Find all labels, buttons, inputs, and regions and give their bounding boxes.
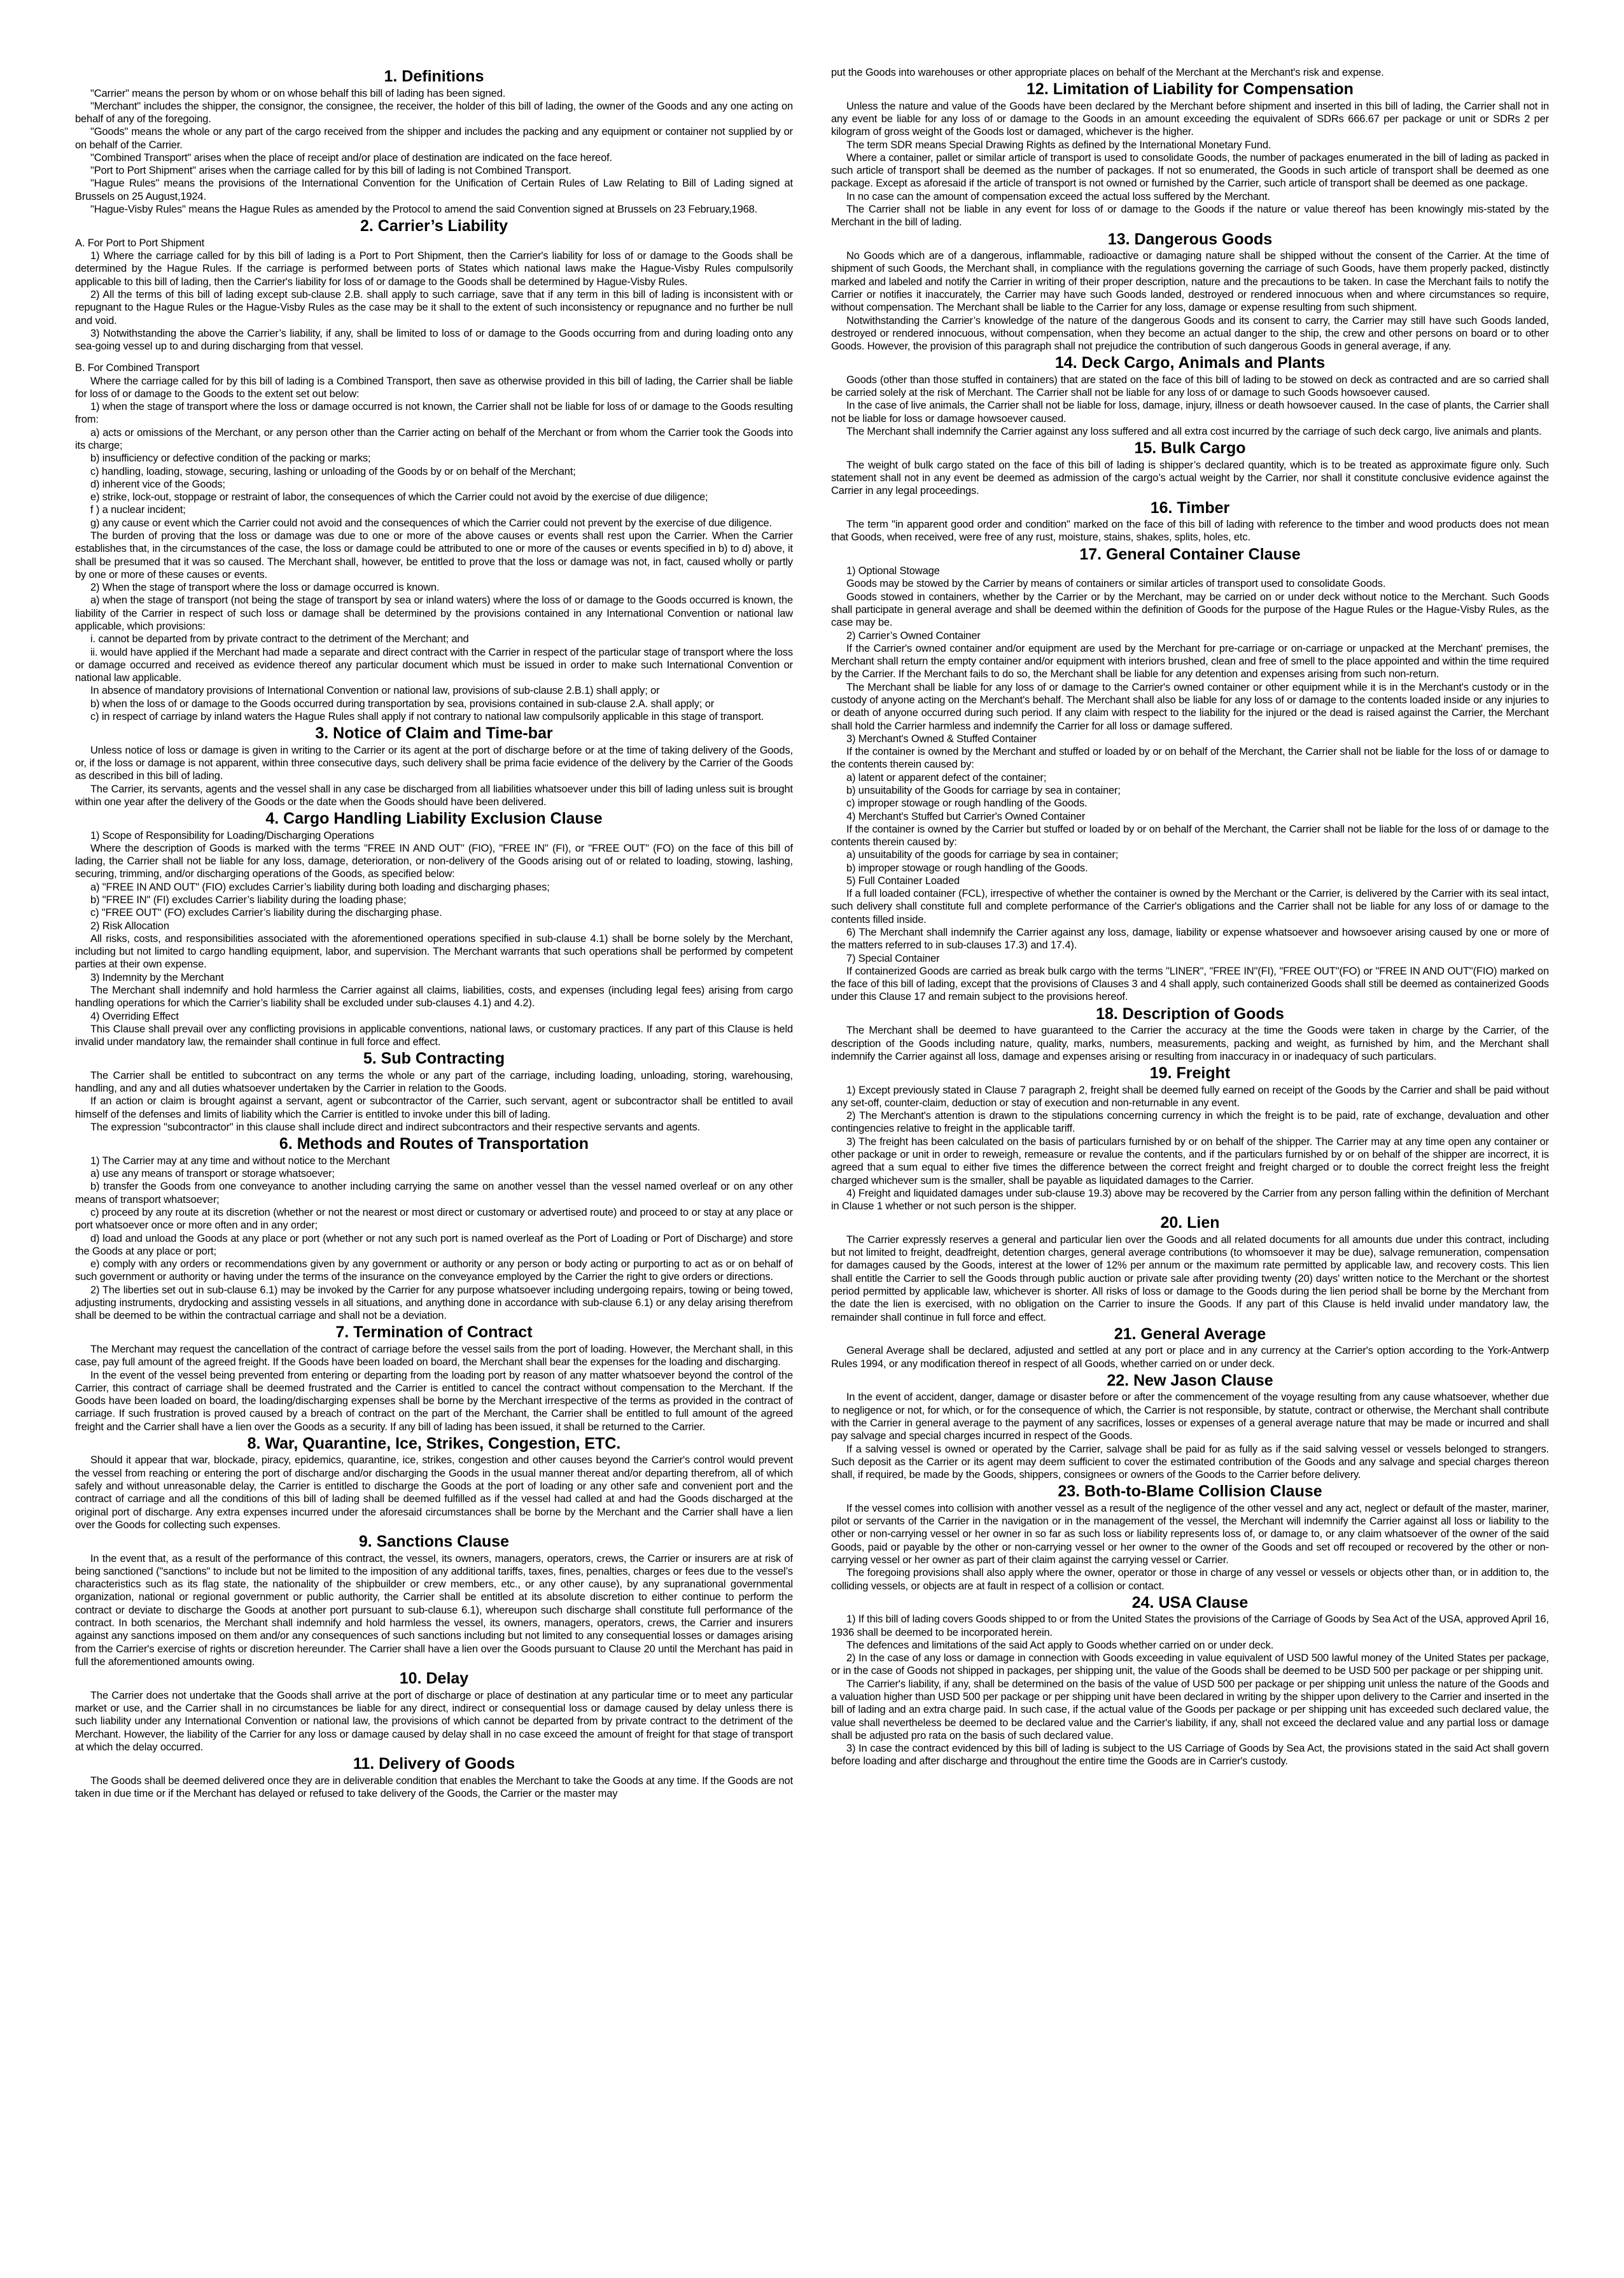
- clause-paragraph: Should it appear that war, blockade, piracy, epidemics, quarantine, ice, strikes, congestion and other causes beyond the Carrier's control would prevent the vessel from reaching or entering the port of discharge and/or discharging the Goods in the usual manner thereat and/or departing therefrom, all of which safely and without unreasonable delay, the Carrier is entitled to discharge the Goods at the port of loading or any other safe and convenient port and the contract of carriage and all the conditions of this bill of lading shall be deemed fulfilled as if the vessel had called at and had the Goods discharged at the original port of discharge. Any extra expenses incurred under the aforesaid circumstances shall be borne by the Merchant and the Carrier shall have a lien over the Goods for collecting such expenses.: [75, 1454, 793, 1531]
- clause-paragraph: 3) Merchant's Owned & Stuffed Container: [846, 733, 1037, 745]
- clause-paragraph: Where a container, pallet or similar article of transport is used to consolidate Goods, the number of packages enumerated in the bill of lading as packed in such article of transport shall be deemed as the number of packages. If not so enumerated, the Goods in such article of transport shall be deemed as one package. Except as aforesaid if the article of transport is not owned or furnished by the Carrier, such article of transport shall be deemed as one package.: [831, 151, 1549, 190]
- clause-paragraph: "Hague Rules" means the provisions of the International Convention for the Unification of Certain Rules of Law Relating to Bill of Lading signed at Brussels on 25 August,1924.: [75, 178, 793, 202]
- clause-paragraph: A. For Port to Port Shipment: [75, 237, 205, 249]
- clause-heading: 10. Delay: [399, 1670, 469, 1688]
- clause-paragraph: 5) Full Container Loaded: [846, 875, 960, 887]
- clause-paragraph: No Goods which are of a dangerous, inflammable, radioactive or damaging nature shall be shipped without the consent of the Carrier. At the time of shipment of such Goods, the Merchant shall, in compliance with the regulations governing the carriage of such Goods, have them properly packed, distinctly marked and labeled and notify the Carrier in writing of their proper description, nature and the precautions to be taken. In case the Merchant fails to notify the Carrier or notifies it inaccurately, the Carrier may have such Goods landed, destroyed or rendered innocuous when and where circumstances so require, without compensation. The Merchant shall be liable to the Carrier for any loss, damage or expense resulting from such shipment.: [831, 250, 1549, 314]
- clause-paragraph: "Goods" means the whole or any part of the cargo received from the shipper and includes the packing and any equipment or container not supplied by or on behalf of the Carrier.: [75, 126, 793, 151]
- clause-paragraph: The Carrier's liability, if any, shall be determined on the basis of the value of USD 500 per package or per shipping unit unless the nature of the Goods and a valuation higher than USD 500 per package or per shipping unit have been declared in writing by the shipper upon delivery to the Carrier and inserted in the bill of lading and an extra charge paid. In such case, if the actual value of the Goods per package or per shipping unit has exceeded such declared value, the value shall nevertheless be deemed to be declared value and the Carrier's liability, if any, shall not exceed the declared value and any partial loss or damage shall be adjusted pro rata on the basis of such declared value.: [831, 1678, 1549, 1741]
- clause-paragraph: 1) Scope of Responsibility for Loading/Discharging Operations: [90, 829, 374, 841]
- clause-paragraph: e) strike, lock-out, stoppage or restraint of labor, the consequences of which the Carrier could not avoid by the exercise of due diligence;: [90, 491, 708, 503]
- clause-heading: 23. Both-to-Blame Collision Clause: [1058, 1482, 1322, 1501]
- clause-heading: 24. USA Clause: [1131, 1593, 1249, 1612]
- clause-paragraph: All risks, costs, and responsibilities associated with the aforementioned operations specified in sub-clause 4.1) shall be borne solely by the Merchant, including but not limited to cargo handling equipment, labor, and supervision. The Merchant warrants that such operations shall be performed by competent parties at their own expense.: [75, 932, 793, 971]
- clause-paragraph: The Carrier does not undertake that the Goods shall arrive at the port of discharge or place of destination at any particular time or to meet any particular market or use, and the Carrier shall in no circumstances be liable for any direct, indirect or consequential loss or damage caused by delay unless there is such liability under any International Convention or national law, the provisions of which cannot be departed from by private contract to the detriment of the Merchant. However, the liability of the Carrier for any loss or damage caused by delay shall in no case exceed the amount of freight for that stage of transport at which the delay occurred.: [75, 1689, 793, 1753]
- clause-heading: 6. Methods and Routes of Transportation: [279, 1135, 589, 1153]
- clause-paragraph: The Merchant may request the cancellation of the contract of carriage before the vessel sails from the port of loading. However, the Merchant shall, in this case, pay full amount of the agreed freight. If the Goods have been loaded on board, the Merchant shall bear the expenses for the loading and discharging.: [75, 1343, 793, 1368]
- two-column-layout: [75, 66, 1549, 2240]
- clause-paragraph: If the vessel comes into collision with another vessel as a result of the negligence of the other vessel and any act, neglect or default of the master, mariner, pilot or servants of the Carrier in the navigation or in the management of the vessel, the Merchant will indemnify the Carrier against all loss or liability to the other or non-carrying vessel or her owner in so far as such loss or liability represents loss of, or damage to, or any claim whatsoever of the owner of the said Goods, paid or payable by the other or non-carrying vessel or her owner to the owner of the Goods and set off recouped or recovered by the other or non-carrying vessel or her owner as part of their claim against the carrying vessel or Carrier.: [831, 1502, 1549, 1566]
- clause-paragraph: The burden of proving that the loss or damage was due to one or more of the above causes or events shall rest upon the Carrier. When the Carrier establishes that, in the circumstances of the case, the loss or damage could be attributed to one or more of the causes or events specified in b) to d) above, it shall be presumed that it was so caused. The Merchant shall, however, be entitled to prove that the loss or damage was not, in fact, caused wholly or partly by one or more of these causes or events.: [75, 530, 793, 580]
- clause-paragraph: In no case can the amount of compensation exceed the actual loss suffered by the Merchant.: [846, 190, 1270, 202]
- clause-paragraph: f ) a nuclear incident;: [90, 504, 186, 516]
- clause-paragraph: a) unsuitability of the goods for carriage by sea in container;: [846, 849, 1119, 861]
- clause-paragraph: In the event of the vessel being prevented from entering or departing from the loading port by reason of any matter whatsoever beyond the control of the Carrier, this contract of carriage shall be deemed frustrated and the Carrier is entitled to cancel the contract without compensation to the Merchant. If the Goods have been loaded on board, the loading/discharging expenses shall be borne by the Merchant irrespective of the terms as provided in the contract of carriage. If such frustration is proved caused by a breach of contract on the part of the Merchant, the Carrier shall be entitled to full amount of the agreed freight and the Carrier shall have a lien over the Goods as a security. If any bill of lading has been issued, it shall be returned to the Carrier.: [75, 1369, 793, 1433]
- clause-paragraph: Goods may be stowed by the Carrier by means of containers or similar articles of transport used to consolidate Goods.: [846, 578, 1386, 590]
- clause-paragraph: 1) The Carrier may at any time and without notice to the Merchant: [90, 1155, 390, 1167]
- clause-paragraph: "Carrier" means the person by whom or on whose behalf this bill of lading has been signed.: [90, 87, 506, 99]
- clause-heading: 14. Deck Cargo, Animals and Plants: [1054, 354, 1326, 372]
- paragraph-spacer: [75, 353, 793, 362]
- clause-heading: 8. War, Quarantine, Ice, Strikes, Congestion, ETC.: [247, 1434, 621, 1452]
- clause-paragraph: If the Carrier's owned container and/or equipment are used by the Merchant for pre-carriage or on-carriage or unpacked at the Merchant' premises, the Merchant shall return the empty container and/or equipment with interiors brushed, clean and free of smell to the place appointed and within the time required by the Carrier. If the Merchant fails to do so, the Merchant shall be liable for any detention and expenses arising from such non-return.: [831, 642, 1549, 680]
- clause-paragraph: If the container is owned by the Carrier but stuffed or loaded by or on behalf of the Merchant, the Carrier shall not be liable for the loss of or damage to the contents therein caused by:: [831, 823, 1549, 848]
- clause-paragraph: The foregoing provisions shall also apply where the owner, operator or those in charge of any vessel or vessels or objects other than, or in addition to, the colliding vessels, or objects are at fault in respect of a collision or contact.: [831, 1567, 1549, 1592]
- clause-paragraph: The Carrier expressly reserves a general and particular lien over the Goods and all related documents for all amounts due under this contract, including but not limited to freight, deadfreight, detention charges, general average contributions (to whomsoever it may be due), salvage remuneration, compensation for damages caused by the Goods, interest at the lower of 12% per annum or the maximum rate permitted by applicable law, and recovery costs. This lien shall entitle the Carrier to sell the Goods through public auction or private sale after providing twenty (20) days' written notice to the Merchant or the shortest period permitted by applicable law, whichever is shorter. All risks of loss or damage to the Goods during the lien period shall be borne by the Merchant from the date the lien is exercised, with no obligation on the Carrier to insure the Goods. If any part of this Clause is held invalid under mandatory law, the remainder shall continue in full force and effect.: [831, 1234, 1549, 1323]
- clause-paragraph: a) latent or apparent defect of the container;: [846, 771, 1047, 784]
- clause-paragraph: In the event that, as a result of the performance of this contract, the vessel, its owners, managers, operators, crews, the Carrier or insurers are at risk of being sanctioned ("sanctions" to include but not be limited to the imposition of any additional tariffs, taxes, fines, penalties, charges or fees due to the vessel’s characteristics such as its flag state, the nationality of the shipbuilder or crew members, etc., or any other cause), by any supranational governmental organization, national or regional government or public authority, the Carrier shall be entitled at its absolute discretion to either continue to perform the contract or deviate to discharge the Goods at another port pursuant to sub-clause 6.1), whereupon such discharge shall constitute full performance of the contract. In both scenarios, the Merchant shall indemnify and hold harmless the vessel, its owners, managers, operators, crews, the Carrier and insurers against any sanctions imposed on them and/or any consequences of such sanctions including but not limited to any consequential losses or damages arising from the Carrier's exercise of rights or discretion hereunder. The Carrier shall have a lien over the Goods pursuant to Clause 20 until the Merchant has paid in full the aforementioned amounts owing.: [75, 1552, 793, 1668]
- clause-paragraph: a) acts or omissions of the Merchant, or any person other than the Carrier acting on behalf of the Merchant or from whom the Carrier took the Goods into its charge;: [75, 426, 793, 452]
- clause-paragraph: The Carrier shall not be liable in any event for loss of or damage to the Goods if the nature or value thereof has been knowingly mis-stated by the Merchant in the bill of lading.: [831, 204, 1549, 229]
- clause-paragraph: b) unsuitability of the Goods for carriage by sea in container;: [846, 784, 1121, 796]
- clause-heading: 20. Lien: [1160, 1214, 1220, 1232]
- clause-heading: 19. Freight: [1149, 1064, 1231, 1083]
- clause-paragraph: 2) Carrier’s Owned Container: [846, 629, 981, 642]
- clause-paragraph: "Merchant" includes the shipper, the consignor, the consignee, the receiver, the holder of this bill of lading, the owner of the Goods and any one acting on behalf of any of the foregoing.: [75, 100, 793, 125]
- clause-paragraph: The Goods shall be deemed delivered once they are in deliverable condition that enables the Merchant to take the Goods at any time. If the Goods are not taken in due time or if the Merchant has delayed or refused to take delivery of the Goods, the Carrier or the master may: [75, 1775, 793, 1799]
- clause-paragraph: 4) Merchant's Stuffed but Carrier's Owned Container: [846, 810, 1086, 822]
- clause-paragraph: The Carrier shall be entitled to subcontract on any terms the whole or any part of the carriage, including loading, unloading, storing, warehousing, handling, and any and all duties whatsoever undertaken by the Carrier in relation to the Goods.: [75, 1069, 793, 1095]
- clause-paragraph: 2) In the case of any loss or damage in connection with Goods exceeding in value equivalent of USD 500 lawful money of the United States per package, or in the case of Goods not shipped in packages, per shipping unit, the value of the Goods shall be deemed to be USD 500 per package or per shipping unit.: [831, 1652, 1549, 1677]
- clause-paragraph: The Merchant shall indemnify and hold harmless the Carrier against all claims, liabilities, costs, and expenses (including legal fees) arising from cargo handling operations for which the Carrier’s liability shall be excluded under sub-clauses 4.1) and 4.2).: [75, 985, 793, 1009]
- clause-paragraph: a) when the stage of transport (not being the stage of transport by sea or inland waters) where the loss of or damage to the Goods occurred is known, the liability of the Carrier in respect of such loss or damage shall be determined by the provisions contained in any International Convention or national law applicable, which provisions:: [75, 594, 793, 632]
- clause-paragraph: The Carrier, its servants, agents and the vessel shall in any case be discharged from all liabilities whatsoever under this bill of lading unless suit is brought within one year after the delivery of the Goods or the date when the Goods should have been delivered.: [75, 783, 793, 808]
- clause-paragraph: In the event of accident, danger, damage or disaster before or after the commencement of the voyage resulting from any cause whatsoever, whether due to negligence or not, for which, or for the consequence of which, the Carrier is not responsible, by statute, contract or otherwise, the Merchant shall contribute with the Carrier in general average to the payment of any sacrifices, losses or expenses of a general average nature that may be made or incurred and shall pay salvage and special charges incurred in respect of the Goods.: [831, 1391, 1549, 1442]
- clause-paragraph: a) "FREE IN AND OUT" (FIO) excludes Carrier’s liability during both loading and discharging phases;: [90, 881, 550, 893]
- clause-paragraph: B. For Combined Transport: [75, 362, 200, 374]
- clause-heading: 2. Carrier’s Liability: [360, 217, 508, 236]
- clause-heading: 1. Definitions: [384, 67, 484, 85]
- clause-paragraph: 3) Indemnity by the Merchant: [90, 971, 224, 983]
- clause-paragraph: 2) The Merchant's attention is drawn to the stipulations concerning currency in which the freight is to be paid, rate of exchange, devaluation and other contingencies relative to freight in the applicable tariff.: [831, 1110, 1549, 1135]
- clause-heading: 18. Description of Goods: [1096, 1004, 1284, 1023]
- right-column: [831, 66, 1549, 2240]
- clause-paragraph: b) insufficiency or defective condition of the packing or marks;: [90, 453, 371, 465]
- clause-heading: 17. General Container Clause: [1079, 545, 1301, 563]
- clause-paragraph: c) improper stowage or rough handling of the Goods.: [846, 798, 1088, 810]
- clause-paragraph: Goods (other than those stuffed in containers) that are stated on the face of this bill of lading to be stowed on deck as contracted and are so carried shall be carried solely at the risk of Merchant. The Carrier shall not be liable for any loss of or damage to such Goods howsoever caused.: [831, 374, 1549, 399]
- clause-paragraph: c) "FREE OUT" (FO) excludes Carrier’s liability during the discharging phase.: [90, 907, 442, 919]
- clause-paragraph: If a full loaded container (FCL), irrespective of whether the container is owned by the Merchant or the Carrier, is delivered by the Carrier with its seal intact, such delivery shall constitute full and complete performance of the Carrier's obligations and the Carrier shall not be liable for any loss of or damage to the contents filled inside.: [831, 888, 1549, 925]
- clause-heading: 21. General Average: [1114, 1325, 1266, 1343]
- clause-heading: 13. Dangerous Goods: [1107, 230, 1273, 248]
- clause-paragraph: The Merchant shall be liable for any loss of or damage to the Carrier's owned container or other equipment while it is in the Merchant's custody or in the custody of anyone acting on the Merchant's behalf. The Merchant shall also be liable for any loss of or damage to the contents loaded inside or any injuries to or death of anyone occurred during such period. If any claim with respect to the liability for the injured or the dead is raised against the Carrier, the Merchant shall hold the Carrier harmless and indemnify the Carrier for all loss or damage suffered.: [831, 681, 1549, 732]
- clause-paragraph: If containerized Goods are carried as break bulk cargo with the terms "LINER", "FREE IN"(FI), "FREE OUT"(FO) or "FREE IN AND OUT"(FIO) marked on the face of this bill of lading, except that the provisions of Clauses 3 and 4 shall apply, such containerized Goods shall still be deemed as containerized Goods under this Clause 17 and remain subject to the provisions hereof.: [831, 965, 1549, 1003]
- clause-paragraph: 2) All the terms of this bill of lading except sub-clause 2.B. shall apply to such carriage, save that if any term in this bill of lading is inconsistent with or repugnant to the Hague Rules or the Hague-Visby Rules as the case may be it shall to the extent of such inconsistency or repugnance and no further be null and void.: [75, 288, 793, 327]
- left-column: [75, 66, 793, 2240]
- clause-paragraph: Unless notice of loss or damage is given in writing to the Carrier or its agent at the port of discharge before or at the time of taking delivery of the Goods, or, if the loss or damage is not apparent, within three consecutive days, such delivery shall be prima facie evidence of the delivery by the Carrier of the Goods as described in this bill of lading.: [75, 744, 793, 782]
- clause-heading: 22. New Jason Clause: [1107, 1371, 1273, 1389]
- clause-paragraph: 3) Notwithstanding the above the Carrier’s liability, if any, shall be limited to loss of or damage to the Goods occurring from and during loading onto any sea-going vessel up to and during discharging from that vessel.: [75, 327, 793, 353]
- clause-heading: 12. Limitation of Liability for Compensation: [1026, 80, 1354, 99]
- clause-paragraph: 3) In case the contract evidenced by this bill of lading is subject to the US Carriage of Goods by Sea Act, the provisions stated in the said Act shall govern before loading and after discharge and throughout the entire time the Goods are in Carrier's custody.: [831, 1743, 1549, 1768]
- clause-paragraph: If a salving vessel is owned or operated by the Carrier, salvage shall be paid for as fully as if the said salving vessel or vessels belonged to strangers. Such deposit as the Carrier or its agent may deem sufficient to cover the estimated contribution of the Goods and any salvage and special charges thereon shall, if required, be made by the Goods, shippers, consignees or owners of the Goods to the Carrier before delivery.: [831, 1443, 1549, 1481]
- clause-paragraph: Unless the nature and value of the Goods have been declared by the Merchant before shipment and inserted in this bill of lading, the Carrier shall not in any event be liable for any loss of or damage to the Goods in an amount exceeding the equivalent of SDRs 666.67 per package or unit or SDRs 2 per kilogram of gross weight of the Goods lost or damaged, whichever is the higher.: [831, 100, 1549, 138]
- clause-paragraph: If an action or claim is brought against a servant, agent or subcontractor of the Carrier, such servant, agent or subcontractor shall be entitled to avail himself of the defenses and limits of liability which the Carrier is entitled to invoke under this bill of lading.: [75, 1095, 793, 1120]
- clause-paragraph: 1) when the stage of transport where the loss or damage occurred is not known, the Carrier shall not be liable for loss of or damage to the Goods resulting from:: [75, 401, 793, 426]
- clause-paragraph: c) proceed by any route at its discretion (whether or not the nearest or most direct or customary or advertised route) and proceed to or stay at any place or port whatsoever once or more often and in any order;: [75, 1206, 793, 1232]
- clause-paragraph: 1) Where the carriage called for by this bill of lading is a Port to Port Shipment, then the Carrier's liability for loss of or damage to the Goods shall be determined by the Hague Rules. If the carriage is performed between ports of States which national laws make the Hague-Visby Rules compulsorily applicable to this bill of lading, then the Carrier's liability for loss of or damage to the Goods shall be determined by Hague-Visby Rules.: [75, 250, 793, 288]
- clause-paragraph: The weight of bulk cargo stated on the face of this bill of lading is shipper’s declared quantity, which is to be treated as approximate figure only. Such statement shall not in any event be deemed as admission of the cargo’s actual weight by the Carrier, nor shall it constitute conclusive evidence against the Carrier in any legal proceedings.: [831, 459, 1549, 497]
- clause-paragraph: In the case of live animals, the Carrier shall not be liable for loss, damage, injury, illness or death howsoever caused. In the case of plants, the Carrier shall not be liable for loss or damage howsoever caused.: [831, 400, 1549, 425]
- clause-paragraph: d) load and unload the Goods at any place or port (whether or not any such port is named overleaf as the Port of Loading or Port of Discharge) and store the Goods at any place or port;: [75, 1232, 793, 1257]
- clause-paragraph: Goods stowed in containers, whether by the Carrier or by the Merchant, may be carried on or under deck without notice to the Merchant. Such Goods shall participate in general average and shall be deemed within the definition of Goods for the purpose of the Hague Rules or the Hague-Visby Rules, as the case may be.: [831, 591, 1549, 629]
- clause-paragraph: 7) Special Container: [846, 952, 940, 964]
- clause-heading: 3. Notice of Claim and Time-bar: [315, 724, 553, 743]
- clause-paragraph: g) any cause or event which the Carrier could not avoid and the consequences of which the Carrier could not prevent by the exercise of due diligence.: [90, 517, 772, 529]
- clause-paragraph: "Port to Port Shipment" arises when the carriage called for by this bill of lading is not Combined Transport.: [90, 165, 571, 177]
- clause-paragraph: The Merchant shall indemnify the Carrier against any loss suffered and all extra cost incurred by the carriage of such deck cargo, live animals and plants.: [846, 425, 1542, 437]
- clause-paragraph: Notwithstanding the Carrier’s knowledge of the nature of the dangerous Goods and its consent to carry, the Carrier may still have such Goods landed, destroyed or rendered innocuous, without compensation, when they become an actual danger to the ship, the crew and other persons on board or to other Goods. However, the provision of this paragraph shall not prejudice the contribution of such dangerous Goods in general average, if any.: [831, 314, 1549, 353]
- clause-heading: 16. Timber: [1150, 498, 1230, 517]
- clause-paragraph: b) improper stowage or rough handling of the Goods.: [846, 862, 1088, 874]
- clause-paragraph: 2) When the stage of transport where the loss or damage occurred is known.: [90, 582, 440, 594]
- clause-paragraph: b) when the loss of or damage to the Goods occurred during transportation by sea, provisions contained in sub-clause 2.A. shall apply; or: [90, 698, 715, 710]
- clause-paragraph: a) use any means of transport or storage whatsoever;: [90, 1168, 335, 1180]
- clause-paragraph: The defences and limitations of the said Act apply to Goods whether carried on or under deck.: [846, 1639, 1274, 1651]
- clause-paragraph: c) in respect of carriage by inland waters the Hague Rules shall apply if not contrary to national law compulsorily applicable in this stage of transport.: [90, 710, 764, 722]
- clause-paragraph: Where the carriage called for by this bill of lading is a Combined Transport, then save as otherwise provided in this bill of lading, the Carrier shall be liable for loss of or damage to the Goods to the extent set out below:: [75, 375, 793, 400]
- clause-paragraph: 2) The liberties set out in sub-clause 6.1) may be invoked by the Carrier for any purpose whatsoever including undergoing repairs, towing or being towed, adjusting instruments, drydocking and assisting vessels in all situations, and anything done in accordance with sub-clause 6.1) or any delay arising therefrom shall be deemed to be within the contractual carriage and shall not be a deviation.: [75, 1284, 793, 1322]
- clause-paragraph: 3) The freight has been calculated on the basis of particulars furnished by or on behalf of the shipper. The Carrier may at any time open any container or other package or unit in order to reweigh, remeasure or revalue the contents, and if the particulars furnished by or on behalf of the shipper are incorrect, it is agreed that a sum equal to either five times the difference between the correct freight and freight charged or to double the correct freight less the freight charged whichever sum is the smaller, shall be payable as liquidated damages to the Carrier.: [831, 1135, 1549, 1186]
- clause-paragraph: e) comply with any orders or recommendations given by any government or authority or any person or body acting or purporting to act as or on behalf of such government or authority or having under the terms of the insurance on the conveyance employed by the Carrier the right to give orders or directions.: [75, 1258, 793, 1283]
- clause-paragraph: ii. would have applied if the Merchant had made a separate and direct contract with the Carrier in respect of the particular stage of transport where the loss or damage occurred and received as evidence thereof any particular document which must be issued in order to make such International Convention or national law applicable.: [75, 646, 793, 684]
- clause-paragraph: 4) Freight and liquidated damages under sub-clause 19.3) above may be recovered by the Carrier from any person falling within the definition of Merchant in Clause 1 whether or not such person is the shipper.: [831, 1187, 1549, 1213]
- clause-paragraph: This Clause shall prevail over any conflicting provisions in applicable conventions, national laws, or customary practices. If any part of this Clause is held invalid under mandatory law, the remainder shall continue in full force and effect.: [75, 1023, 793, 1048]
- clause-heading: 11. Delivery of Goods: [353, 1755, 515, 1773]
- clause-paragraph: The term SDR means Special Drawing Rights as defined by the International Monetary Fund.: [846, 139, 1271, 151]
- clause-paragraph: The term "in apparent good order and condition" marked on the face of this bill of lading with reference to the timber and wood products does not mean that Goods, when received, were free of any rust, moisture, stains, shakes, splits, holes, etc.: [831, 519, 1549, 544]
- clause-paragraph: 6) The Merchant shall indemnify the Carrier against any loss, damage, liability or expense whatsoever and howsoever arising caused by one or more of the matters referred to in sub-clauses 17.3) and 17.4).: [831, 927, 1549, 952]
- clause-paragraph: d) inherent vice of the Goods;: [90, 478, 225, 490]
- clause-paragraph: General Average shall be declared, adjusted and settled at any port or place and in any currency at the Carrier's option according to the York-Antwerp Rules 1994, or any modification thereof in respect of all Goods, whether carried on or under deck.: [831, 1345, 1549, 1370]
- clause-heading: 9. Sanctions Clause: [358, 1533, 510, 1551]
- clause-heading: 5. Sub Contracting: [363, 1050, 505, 1068]
- clause-paragraph: 1) Except previously stated in Clause 7 paragraph 2, freight shall be deemed fully earned on receipt of the Goods by the Carrier and shall be paid without any set-off, counter-claim, deduction or stay of execution and non-returnable in any event.: [831, 1084, 1549, 1109]
- clause-paragraph: 1) Optional Stowage: [846, 565, 940, 577]
- clause-paragraph: The Merchant shall be deemed to have guaranteed to the Carrier the accuracy at the time the Goods were taken in charge by the Carrier, of the description of the Goods including nature, quality, marks, numbers, measurements, packing and weight, as furnished by him, and the Merchant shall indemnify the Carrier against all loss, damage and expenses arising or resulting from inaccuracy in or inadequacy of such particulars.: [831, 1025, 1549, 1062]
- clause-paragraph: b) "FREE IN" (FI) excludes Carrier’s liability during the loading phase;: [90, 894, 407, 906]
- clause-paragraph: In absence of mandatory provisions of International Convention or national law, provisions of sub-clause 2.B.1) shall apply; or: [90, 685, 660, 697]
- clause-heading: 15. Bulk Cargo: [1134, 439, 1246, 458]
- clause-paragraph: i. cannot be departed from by private contract to the detriment of the Merchant; and: [90, 633, 469, 645]
- clause-heading: 4. Cargo Handling Liability Exclusion Clause: [265, 810, 603, 828]
- clause-paragraph: c) handling, loading, stowage, securing, lashing or unloading of the Goods by or on behalf of the Merchant;: [90, 465, 576, 477]
- clause-paragraph: b) transfer the Goods from one conveyance to another including carrying the same on another vessel than the vessel named overleaf or on any other means of transport whatsoever;: [75, 1181, 793, 1206]
- clause-paragraph: Where the description of Goods is marked with the terms "FREE IN AND OUT" (FIO), "FREE IN" (FI), or "FREE OUT" (FO) on the face of this bill of lading, the Carrier shall not be liable for any loss, damage, deterioration, or non-delivery of the Goods arising out of or related to loading, stowing, lashing, securing, trimming, and/or discharging operations of the Goods, as specified below:: [75, 842, 793, 880]
- clause-paragraph: 4) Overriding Effect: [90, 1010, 179, 1022]
- clause-paragraph: "Hague-Visby Rules" means the Hague Rules as amended by the Protocol to amend the said Convention signed at Brussels on 23 February,1968.: [90, 204, 758, 216]
- clause-paragraph: put the Goods into warehouses or other appropriate places on behalf of the Merchant at the Merchant's risk and expense.: [831, 67, 1384, 78]
- clause-heading: 7. Termination of Contract: [335, 1323, 533, 1342]
- clause-paragraph: 2) Risk Allocation: [90, 920, 169, 932]
- clause-paragraph: The expression "subcontractor" in this clause shall include direct and indirect subcontractors and their respective servants and agents.: [90, 1121, 700, 1134]
- clause-paragraph: If the container is owned by the Merchant and stuffed or loaded by or on behalf of the Merchant, the Carrier shall not be liable for the loss of or damage to the contents therein caused by:: [831, 746, 1549, 771]
- clause-paragraph: "Combined Transport" arises when the place of receipt and/or place of destination are indicated on the face hereof.: [90, 151, 612, 164]
- clause-paragraph: 1) If this bill of lading covers Goods shipped to or from the United States the provisions of the Carriage of Goods by Sea Act of the USA, approved April 16, 1936 shall be deemed to be incorporated herein.: [831, 1614, 1549, 1638]
